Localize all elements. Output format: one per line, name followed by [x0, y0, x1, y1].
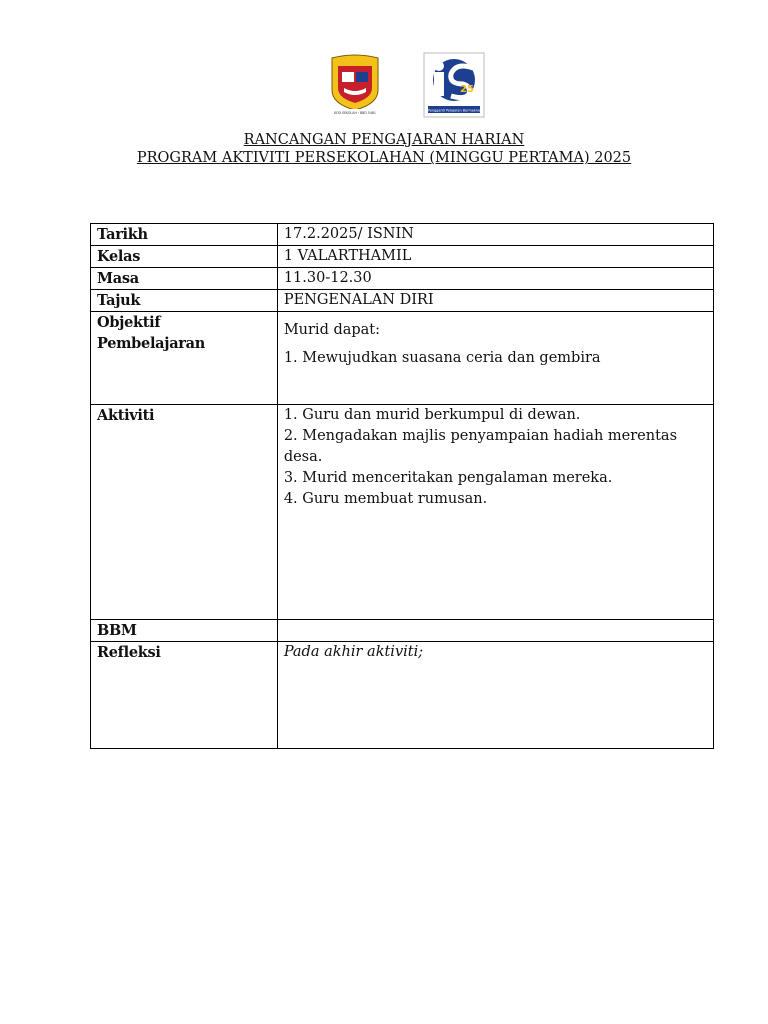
table-row-objektif: [91, 312, 714, 405]
row-label: BBM: [91, 620, 278, 642]
logo-bar: [0, 52, 768, 118]
objective-intro: Murid dapat:: [283, 322, 381, 338]
activity-item: 3. Murid menceritakan pengalaman mereka.: [283, 470, 613, 486]
table-row-refleksi: [91, 642, 714, 749]
row-label: Kelas: [91, 246, 278, 268]
row-label: Tajuk: [91, 290, 278, 312]
row-value: 1 VALARTHAMIL: [277, 246, 713, 268]
table-row-kelas: [91, 246, 714, 268]
row-value: [277, 405, 713, 620]
ministry-logo: [423, 52, 485, 118]
table-row-tajuk: [91, 290, 714, 312]
document-title: RANCANGAN PENGAJARAN HARIAN: [243, 132, 525, 148]
school-crest-logo: [328, 54, 382, 116]
crest-caption: KOD SEKOLAH : BBD 5481: [334, 111, 376, 115]
lesson-plan-table: [90, 223, 714, 749]
row-label: Aktiviti: [91, 405, 278, 620]
document-subtitle: PROGRAM AKTIVITI PERSEKOLAHAN (MINGGU PERTAMA) 2025: [136, 150, 632, 166]
table-row-tarikh: [91, 224, 714, 246]
row-value: 17.2.2025/ ISNIN: [277, 224, 713, 246]
row-value: 11.30-12.30: [277, 268, 713, 290]
table-row-masa: [91, 268, 714, 290]
table-row-aktiviti: [91, 405, 714, 620]
row-value: [277, 312, 713, 405]
row-value: PENGENALAN DIRI: [277, 290, 713, 312]
table-row-bbm: [91, 620, 714, 642]
row-value: [277, 620, 713, 642]
row-value: Pada akhir aktiviti;: [277, 642, 713, 749]
row-label: Refleksi: [91, 642, 278, 749]
row-label: Tarikh: [91, 224, 278, 246]
ministry-logo-caption: Pengganti Pelajaran Bermakna: [427, 108, 481, 113]
activity-item: 2. Mengadakan majlis penyampaian hadiah merentas desa.: [283, 428, 678, 465]
row-label: Objektif Pembelajaran: [91, 312, 278, 405]
activity-item: 1. Guru dan murid berkumpul di dewan.: [283, 407, 581, 423]
ministry-logo-number: 25: [460, 84, 474, 95]
document-heading: [0, 131, 768, 167]
objective-item: 1. Mewujudkan suasana ceria dan gembira: [283, 350, 601, 366]
row-label: Masa: [91, 268, 278, 290]
activity-item: 4. Guru membuat rumusan.: [283, 491, 488, 507]
